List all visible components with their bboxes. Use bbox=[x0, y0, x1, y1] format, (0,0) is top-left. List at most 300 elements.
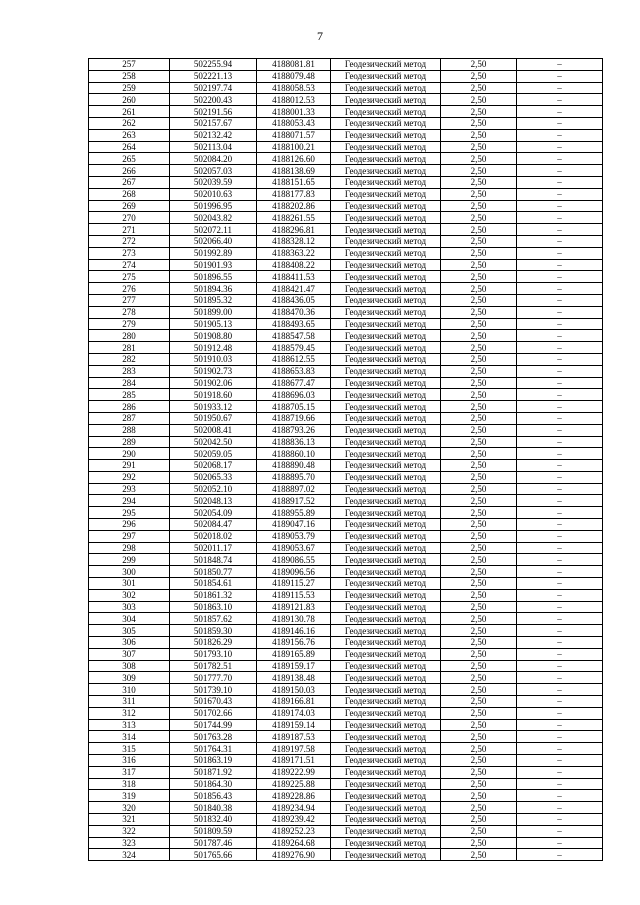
point-number-cell: 312 bbox=[89, 707, 170, 719]
y-coordinate-cell: 4188696.03 bbox=[257, 389, 331, 401]
accuracy-cell: 2,50 bbox=[441, 495, 517, 507]
y-coordinate-cell: 4188955.89 bbox=[257, 507, 331, 519]
y-coordinate-cell: 4188100.21 bbox=[257, 141, 331, 153]
accuracy-cell: 2,50 bbox=[441, 625, 517, 637]
method-cell: Геодезический метод bbox=[331, 707, 441, 719]
note-cell: – bbox=[517, 106, 603, 118]
accuracy-cell: 2,50 bbox=[441, 837, 517, 849]
method-cell: Геодезический метод bbox=[331, 106, 441, 118]
accuracy-cell: 2,50 bbox=[441, 412, 517, 424]
note-cell: – bbox=[517, 82, 603, 94]
method-cell: Геодезический метод bbox=[331, 129, 441, 141]
note-cell: – bbox=[517, 790, 603, 802]
table-row bbox=[89, 212, 603, 224]
x-coordinate-cell: 502018.02 bbox=[170, 530, 257, 542]
method-cell: Геодезический метод bbox=[331, 200, 441, 212]
point-number-cell: 299 bbox=[89, 554, 170, 566]
table-row bbox=[89, 672, 603, 684]
point-number-cell: 318 bbox=[89, 778, 170, 790]
accuracy-cell: 2,50 bbox=[441, 389, 517, 401]
y-coordinate-cell: 4188421.47 bbox=[257, 283, 331, 295]
method-cell: Геодезический метод bbox=[331, 401, 441, 413]
y-coordinate-cell: 4189222.99 bbox=[257, 766, 331, 778]
method-cell: Геодезический метод bbox=[331, 495, 441, 507]
table-row bbox=[89, 648, 603, 660]
accuracy-cell: 2,50 bbox=[441, 94, 517, 106]
point-number-cell: 300 bbox=[89, 566, 170, 578]
table-row bbox=[89, 306, 603, 318]
y-coordinate-cell: 4188058.53 bbox=[257, 82, 331, 94]
y-coordinate-cell: 4188079.48 bbox=[257, 70, 331, 82]
accuracy-cell: 2,50 bbox=[441, 790, 517, 802]
accuracy-cell: 2,50 bbox=[441, 554, 517, 566]
accuracy-cell: 2,50 bbox=[441, 141, 517, 153]
x-coordinate-cell: 501918.60 bbox=[170, 389, 257, 401]
method-cell: Геодезический метод bbox=[331, 188, 441, 200]
note-cell: – bbox=[517, 129, 603, 141]
note-cell: – bbox=[517, 436, 603, 448]
method-cell: Геодезический метод bbox=[331, 342, 441, 354]
x-coordinate-cell: 501670.43 bbox=[170, 696, 257, 708]
note-cell: – bbox=[517, 849, 603, 861]
method-cell: Геодезический метод bbox=[331, 519, 441, 531]
table-row bbox=[89, 471, 603, 483]
y-coordinate-cell: 4188408.22 bbox=[257, 259, 331, 271]
x-coordinate-cell: 501863.19 bbox=[170, 755, 257, 767]
method-cell: Геодезический метод bbox=[331, 353, 441, 365]
x-coordinate-cell: 501848.74 bbox=[170, 554, 257, 566]
note-cell: – bbox=[517, 377, 603, 389]
y-coordinate-cell: 4189228.86 bbox=[257, 790, 331, 802]
x-coordinate-cell: 501744.99 bbox=[170, 719, 257, 731]
note-cell: – bbox=[517, 117, 603, 129]
accuracy-cell: 2,50 bbox=[441, 542, 517, 554]
note-cell: – bbox=[517, 70, 603, 82]
y-coordinate-cell: 4188860.10 bbox=[257, 448, 331, 460]
point-number-cell: 314 bbox=[89, 731, 170, 743]
table-row bbox=[89, 200, 603, 212]
note-cell: – bbox=[517, 648, 603, 660]
accuracy-cell: 2,50 bbox=[441, 719, 517, 731]
x-coordinate-cell: 501896.55 bbox=[170, 271, 257, 283]
point-number-cell: 283 bbox=[89, 365, 170, 377]
accuracy-cell: 2,50 bbox=[441, 589, 517, 601]
table-row bbox=[89, 377, 603, 389]
accuracy-cell: 2,50 bbox=[441, 330, 517, 342]
y-coordinate-cell: 4188328.12 bbox=[257, 235, 331, 247]
table-row bbox=[89, 684, 603, 696]
method-cell: Геодезический метод bbox=[331, 766, 441, 778]
method-cell: Геодезический метод bbox=[331, 507, 441, 519]
method-cell: Геодезический метод bbox=[331, 825, 441, 837]
accuracy-cell: 2,50 bbox=[441, 707, 517, 719]
y-coordinate-cell: 4188436.05 bbox=[257, 294, 331, 306]
x-coordinate-cell: 501894.36 bbox=[170, 283, 257, 295]
accuracy-cell: 2,50 bbox=[441, 471, 517, 483]
y-coordinate-cell: 4189264.68 bbox=[257, 837, 331, 849]
point-number-cell: 275 bbox=[89, 271, 170, 283]
method-cell: Геодезический метод bbox=[331, 448, 441, 460]
x-coordinate-cell: 502072.11 bbox=[170, 224, 257, 236]
y-coordinate-cell: 4188793.26 bbox=[257, 424, 331, 436]
accuracy-cell: 2,50 bbox=[441, 696, 517, 708]
point-number-cell: 310 bbox=[89, 684, 170, 696]
x-coordinate-cell: 502059.05 bbox=[170, 448, 257, 460]
y-coordinate-cell: 4189156.76 bbox=[257, 637, 331, 649]
x-coordinate-cell: 502221.13 bbox=[170, 70, 257, 82]
y-coordinate-cell: 4189086.55 bbox=[257, 554, 331, 566]
table-row bbox=[89, 353, 603, 365]
method-cell: Геодезический метод bbox=[331, 731, 441, 743]
note-cell: – bbox=[517, 259, 603, 271]
x-coordinate-cell: 502057.03 bbox=[170, 165, 257, 177]
accuracy-cell: 2,50 bbox=[441, 283, 517, 295]
method-cell: Геодезический метод bbox=[331, 212, 441, 224]
accuracy-cell: 2,50 bbox=[441, 59, 517, 71]
point-number-cell: 285 bbox=[89, 389, 170, 401]
note-cell: – bbox=[517, 554, 603, 566]
point-number-cell: 262 bbox=[89, 117, 170, 129]
method-cell: Геодезический метод bbox=[331, 377, 441, 389]
method-cell: Геодезический метод bbox=[331, 365, 441, 377]
table-row bbox=[89, 235, 603, 247]
method-cell: Геодезический метод bbox=[331, 94, 441, 106]
table-row bbox=[89, 660, 603, 672]
table-row bbox=[89, 259, 603, 271]
accuracy-cell: 2,50 bbox=[441, 483, 517, 495]
note-cell: – bbox=[517, 448, 603, 460]
note-cell: – bbox=[517, 330, 603, 342]
note-cell: – bbox=[517, 283, 603, 295]
point-number-cell: 313 bbox=[89, 719, 170, 731]
method-cell: Геодезический метод bbox=[331, 318, 441, 330]
note-cell: – bbox=[517, 519, 603, 531]
table-row bbox=[89, 176, 603, 188]
accuracy-cell: 2,50 bbox=[441, 755, 517, 767]
table-row bbox=[89, 412, 603, 424]
x-coordinate-cell: 502008.41 bbox=[170, 424, 257, 436]
y-coordinate-cell: 4189130.78 bbox=[257, 613, 331, 625]
point-number-cell: 311 bbox=[89, 696, 170, 708]
table-row bbox=[89, 129, 603, 141]
point-number-cell: 286 bbox=[89, 401, 170, 413]
point-number-cell: 317 bbox=[89, 766, 170, 778]
x-coordinate-cell: 502084.47 bbox=[170, 519, 257, 531]
point-number-cell: 278 bbox=[89, 306, 170, 318]
x-coordinate-cell: 502039.59 bbox=[170, 176, 257, 188]
table-row bbox=[89, 530, 603, 542]
table-row bbox=[89, 188, 603, 200]
table-row bbox=[89, 837, 603, 849]
method-cell: Геодезический метод bbox=[331, 82, 441, 94]
accuracy-cell: 2,50 bbox=[441, 672, 517, 684]
x-coordinate-cell: 502084.20 bbox=[170, 153, 257, 165]
y-coordinate-cell: 4188917.52 bbox=[257, 495, 331, 507]
point-number-cell: 273 bbox=[89, 247, 170, 259]
y-coordinate-cell: 4188411.53 bbox=[257, 271, 331, 283]
x-coordinate-cell: 501763.28 bbox=[170, 731, 257, 743]
method-cell: Геодезический метод bbox=[331, 389, 441, 401]
method-cell: Геодезический метод bbox=[331, 578, 441, 590]
note-cell: – bbox=[517, 743, 603, 755]
point-number-cell: 288 bbox=[89, 424, 170, 436]
table-row bbox=[89, 224, 603, 236]
x-coordinate-cell: 501950.67 bbox=[170, 412, 257, 424]
note-cell: – bbox=[517, 141, 603, 153]
x-coordinate-cell: 502200.43 bbox=[170, 94, 257, 106]
accuracy-cell: 2,50 bbox=[441, 165, 517, 177]
y-coordinate-cell: 4189159.17 bbox=[257, 660, 331, 672]
method-cell: Геодезический метод bbox=[331, 837, 441, 849]
note-cell: – bbox=[517, 483, 603, 495]
point-number-cell: 293 bbox=[89, 483, 170, 495]
table-row bbox=[89, 601, 603, 613]
accuracy-cell: 2,50 bbox=[441, 648, 517, 660]
table-row bbox=[89, 696, 603, 708]
method-cell: Геодезический метод bbox=[331, 637, 441, 649]
point-number-cell: 316 bbox=[89, 755, 170, 767]
accuracy-cell: 2,50 bbox=[441, 566, 517, 578]
accuracy-cell: 2,50 bbox=[441, 460, 517, 472]
method-cell: Геодезический метод bbox=[331, 743, 441, 755]
table-row bbox=[89, 106, 603, 118]
point-number-cell: 292 bbox=[89, 471, 170, 483]
x-coordinate-cell: 502048.13 bbox=[170, 495, 257, 507]
note-cell: – bbox=[517, 578, 603, 590]
table-row bbox=[89, 707, 603, 719]
x-coordinate-cell: 501864.30 bbox=[170, 778, 257, 790]
table-row bbox=[89, 637, 603, 649]
note-cell: – bbox=[517, 389, 603, 401]
x-coordinate-cell: 501857.62 bbox=[170, 613, 257, 625]
point-number-cell: 265 bbox=[89, 153, 170, 165]
y-coordinate-cell: 4188579.45 bbox=[257, 342, 331, 354]
page-number: 7 bbox=[317, 29, 323, 43]
y-coordinate-cell: 4188705.15 bbox=[257, 401, 331, 413]
table-row bbox=[89, 778, 603, 790]
method-cell: Геодезический метод bbox=[331, 247, 441, 259]
note-cell: – bbox=[517, 778, 603, 790]
method-cell: Геодезический метод bbox=[331, 294, 441, 306]
note-cell: – bbox=[517, 365, 603, 377]
table-row bbox=[89, 790, 603, 802]
method-cell: Геодезический метод bbox=[331, 814, 441, 826]
y-coordinate-cell: 4188470.36 bbox=[257, 306, 331, 318]
point-number-cell: 264 bbox=[89, 141, 170, 153]
accuracy-cell: 2,50 bbox=[441, 436, 517, 448]
point-number-cell: 308 bbox=[89, 660, 170, 672]
table-row bbox=[89, 59, 603, 71]
y-coordinate-cell: 4188177.83 bbox=[257, 188, 331, 200]
y-coordinate-cell: 4189166.81 bbox=[257, 696, 331, 708]
note-cell: – bbox=[517, 837, 603, 849]
accuracy-cell: 2,50 bbox=[441, 578, 517, 590]
point-number-cell: 259 bbox=[89, 82, 170, 94]
table-row bbox=[89, 542, 603, 554]
method-cell: Геодезический метод bbox=[331, 330, 441, 342]
point-number-cell: 303 bbox=[89, 601, 170, 613]
note-cell: – bbox=[517, 224, 603, 236]
y-coordinate-cell: 4189150.03 bbox=[257, 684, 331, 696]
note-cell: – bbox=[517, 318, 603, 330]
x-coordinate-cell: 502197.74 bbox=[170, 82, 257, 94]
x-coordinate-cell: 501782.51 bbox=[170, 660, 257, 672]
method-cell: Геодезический метод bbox=[331, 566, 441, 578]
table-row bbox=[89, 483, 603, 495]
note-cell: – bbox=[517, 825, 603, 837]
x-coordinate-cell: 501809.59 bbox=[170, 825, 257, 837]
accuracy-cell: 2,50 bbox=[441, 117, 517, 129]
x-coordinate-cell: 501992.89 bbox=[170, 247, 257, 259]
point-number-cell: 281 bbox=[89, 342, 170, 354]
method-cell: Геодезический метод bbox=[331, 70, 441, 82]
point-number-cell: 277 bbox=[89, 294, 170, 306]
table-row bbox=[89, 849, 603, 861]
point-number-cell: 279 bbox=[89, 318, 170, 330]
note-cell: – bbox=[517, 507, 603, 519]
x-coordinate-cell: 501933.12 bbox=[170, 401, 257, 413]
y-coordinate-cell: 4188612.55 bbox=[257, 353, 331, 365]
note-cell: – bbox=[517, 755, 603, 767]
y-coordinate-cell: 4189138.48 bbox=[257, 672, 331, 684]
y-coordinate-cell: 4189234.94 bbox=[257, 802, 331, 814]
note-cell: – bbox=[517, 200, 603, 212]
note-cell: – bbox=[517, 625, 603, 637]
y-coordinate-cell: 4188261.55 bbox=[257, 212, 331, 224]
x-coordinate-cell: 502011.17 bbox=[170, 542, 257, 554]
accuracy-cell: 2,50 bbox=[441, 766, 517, 778]
accuracy-cell: 2,50 bbox=[441, 802, 517, 814]
x-coordinate-cell: 501787.46 bbox=[170, 837, 257, 849]
x-coordinate-cell: 502054.09 bbox=[170, 507, 257, 519]
accuracy-cell: 2,50 bbox=[441, 613, 517, 625]
point-number-cell: 269 bbox=[89, 200, 170, 212]
method-cell: Геодезический метод bbox=[331, 719, 441, 731]
y-coordinate-cell: 4189159.14 bbox=[257, 719, 331, 731]
y-coordinate-cell: 4189096.56 bbox=[257, 566, 331, 578]
table-row bbox=[89, 578, 603, 590]
note-cell: – bbox=[517, 153, 603, 165]
x-coordinate-cell: 501777.70 bbox=[170, 672, 257, 684]
x-coordinate-cell: 501840.38 bbox=[170, 802, 257, 814]
y-coordinate-cell: 4189047.16 bbox=[257, 519, 331, 531]
point-number-cell: 267 bbox=[89, 176, 170, 188]
method-cell: Геодезический метод bbox=[331, 625, 441, 637]
point-number-cell: 274 bbox=[89, 259, 170, 271]
point-number-cell: 258 bbox=[89, 70, 170, 82]
method-cell: Геодезический метод bbox=[331, 235, 441, 247]
x-coordinate-cell: 501702.66 bbox=[170, 707, 257, 719]
x-coordinate-cell: 501895.32 bbox=[170, 294, 257, 306]
y-coordinate-cell: 4189115.27 bbox=[257, 578, 331, 590]
y-coordinate-cell: 4188653.83 bbox=[257, 365, 331, 377]
y-coordinate-cell: 4188363.22 bbox=[257, 247, 331, 259]
y-coordinate-cell: 4189276.90 bbox=[257, 849, 331, 861]
accuracy-cell: 2,50 bbox=[441, 106, 517, 118]
y-coordinate-cell: 4188547.58 bbox=[257, 330, 331, 342]
table-row bbox=[89, 436, 603, 448]
table-row bbox=[89, 141, 603, 153]
point-number-cell: 287 bbox=[89, 412, 170, 424]
x-coordinate-cell: 501826.29 bbox=[170, 637, 257, 649]
note-cell: – bbox=[517, 424, 603, 436]
table-row bbox=[89, 495, 603, 507]
point-number-cell: 260 bbox=[89, 94, 170, 106]
method-cell: Геодезический метод bbox=[331, 802, 441, 814]
method-cell: Геодезический метод bbox=[331, 412, 441, 424]
y-coordinate-cell: 4189171.51 bbox=[257, 755, 331, 767]
accuracy-cell: 2,50 bbox=[441, 129, 517, 141]
x-coordinate-cell: 501901.93 bbox=[170, 259, 257, 271]
y-coordinate-cell: 4189053.79 bbox=[257, 530, 331, 542]
point-number-cell: 322 bbox=[89, 825, 170, 837]
note-cell: – bbox=[517, 306, 603, 318]
method-cell: Геодезический метод bbox=[331, 271, 441, 283]
note-cell: – bbox=[517, 802, 603, 814]
y-coordinate-cell: 4188895.70 bbox=[257, 471, 331, 483]
accuracy-cell: 2,50 bbox=[441, 342, 517, 354]
table-row bbox=[89, 814, 603, 826]
method-cell: Геодезический метод bbox=[331, 530, 441, 542]
table-row bbox=[89, 519, 603, 531]
note-cell: – bbox=[517, 342, 603, 354]
note-cell: – bbox=[517, 660, 603, 672]
accuracy-cell: 2,50 bbox=[441, 365, 517, 377]
table-row bbox=[89, 719, 603, 731]
x-coordinate-cell: 501856.43 bbox=[170, 790, 257, 802]
y-coordinate-cell: 4188138.69 bbox=[257, 165, 331, 177]
table-row bbox=[89, 330, 603, 342]
note-cell: – bbox=[517, 235, 603, 247]
table-row bbox=[89, 825, 603, 837]
x-coordinate-cell: 501765.66 bbox=[170, 849, 257, 861]
note-cell: – bbox=[517, 212, 603, 224]
x-coordinate-cell: 501764.31 bbox=[170, 743, 257, 755]
y-coordinate-cell: 4188202.86 bbox=[257, 200, 331, 212]
x-coordinate-cell: 502065.33 bbox=[170, 471, 257, 483]
y-coordinate-cell: 4188126.60 bbox=[257, 153, 331, 165]
point-number-cell: 270 bbox=[89, 212, 170, 224]
point-number-cell: 268 bbox=[89, 188, 170, 200]
table-row bbox=[89, 117, 603, 129]
x-coordinate-cell: 502042.50 bbox=[170, 436, 257, 448]
accuracy-cell: 2,50 bbox=[441, 318, 517, 330]
accuracy-cell: 2,50 bbox=[441, 660, 517, 672]
point-number-cell: 320 bbox=[89, 802, 170, 814]
x-coordinate-cell: 501739.10 bbox=[170, 684, 257, 696]
method-cell: Геодезический метод bbox=[331, 849, 441, 861]
accuracy-cell: 2,50 bbox=[441, 684, 517, 696]
note-cell: – bbox=[517, 814, 603, 826]
point-number-cell: 306 bbox=[89, 637, 170, 649]
point-number-cell: 284 bbox=[89, 377, 170, 389]
method-cell: Геодезический метод bbox=[331, 684, 441, 696]
note-cell: – bbox=[517, 766, 603, 778]
accuracy-cell: 2,50 bbox=[441, 70, 517, 82]
x-coordinate-cell: 501905.13 bbox=[170, 318, 257, 330]
y-coordinate-cell: 4189225.88 bbox=[257, 778, 331, 790]
table-row bbox=[89, 247, 603, 259]
table-row bbox=[89, 448, 603, 460]
accuracy-cell: 2,50 bbox=[441, 188, 517, 200]
point-number-cell: 297 bbox=[89, 530, 170, 542]
accuracy-cell: 2,50 bbox=[441, 176, 517, 188]
point-number-cell: 305 bbox=[89, 625, 170, 637]
y-coordinate-cell: 4188890.48 bbox=[257, 460, 331, 472]
point-number-cell: 272 bbox=[89, 235, 170, 247]
note-cell: – bbox=[517, 247, 603, 259]
method-cell: Геодезический метод bbox=[331, 460, 441, 472]
